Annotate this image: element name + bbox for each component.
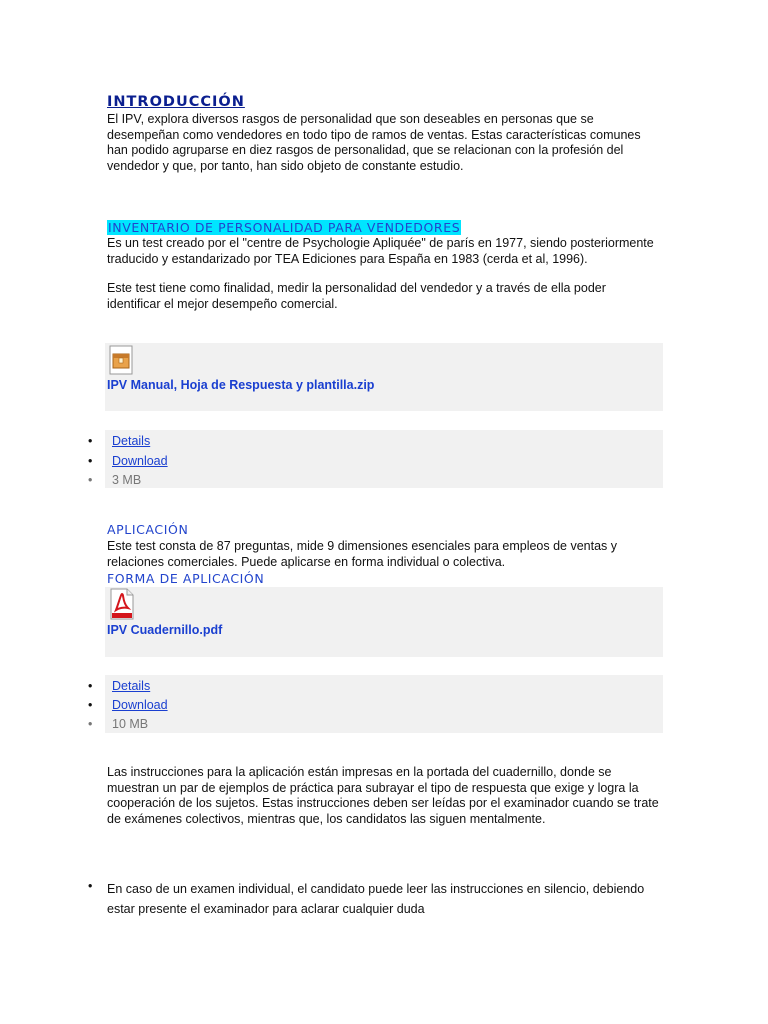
- bullet-dot: •: [88, 879, 93, 893]
- bullet-paragraph: [107, 879, 644, 919]
- file-attachment-pdf: [105, 587, 663, 657]
- instrucciones-line: Las instrucciones para la aplicación están impresas en la portada del cuadernillo, donde se: [107, 765, 612, 779]
- instrucciones-paragraph: [107, 765, 659, 827]
- file2-options-box: [105, 675, 663, 733]
- inventario-line: Es un test creado por el "centre de Psychologie Apliquée" de parís en 1977, siendo posteriormente: [107, 236, 654, 250]
- bullet-dot: •: [88, 434, 93, 448]
- inventario-paragraph-2: [107, 281, 606, 312]
- bullet-line: estar presente el examinador para aclarar cualquier duda: [107, 902, 425, 916]
- bullet-dot: •: [88, 454, 93, 468]
- file-size: 10 MB: [112, 717, 149, 731]
- bullet-line: En caso de un examen individual, el candidato puede leer las instrucciones en silencio, debiendo: [107, 882, 645, 896]
- bullet-dot: •: [88, 679, 93, 693]
- inventario-line: Este test tiene como finalidad, medir la personalidad del vendedor y a través de ella poder: [107, 281, 606, 295]
- pdf-file-link[interactable]: IPV Cuadernillo.pdf: [107, 623, 223, 637]
- zip-file-link[interactable]: IPV Manual, Hoja de Respuesta y plantilla.zip: [107, 378, 375, 392]
- instrucciones-line: de exámenes colectivos, mientras que, los candidatos las siguen mentalmente.: [107, 811, 546, 826]
- intro-line: desempeñan como vendedores en todo tipo de ramos de ventas. Estas características comunes: [107, 127, 641, 142]
- download-link[interactable]: Download: [112, 454, 168, 468]
- download-link[interactable]: Download: [112, 698, 168, 712]
- inventario-line: traducido y estandarizado por TEA Ediciones para España en 1983 (cerda et al, 1996).: [107, 251, 588, 266]
- aplicacion-line: Este test consta de 87 preguntas, mide 9 dimensiones esenciales para empleos de ventas y: [107, 539, 618, 553]
- aplicacion-paragraph: [107, 539, 617, 570]
- bullet-dot: •: [88, 698, 93, 712]
- file-size: 3 MB: [112, 473, 142, 487]
- file1-options-box: [105, 430, 663, 488]
- aplicacion-heading: APLICACIÓN: [107, 522, 189, 537]
- instrucciones-line: muestran un par de ejemplos de práctica para subrayar el tipo de respuesta que exige y logra la: [107, 780, 639, 795]
- zip-file-icon[interactable]: [108, 345, 136, 375]
- forma-aplicacion-heading: FORMA DE APLICACIÓN: [107, 571, 265, 586]
- inventario-heading: [107, 220, 461, 235]
- inventario-heading-text: INVENTARIO DE PERSONALIDAD PARA VENDEDORES: [108, 220, 461, 235]
- details-link[interactable]: Details: [112, 679, 151, 693]
- intro-line: vendedor y que, por tanto, han sido objeto de constante estudio.: [107, 158, 464, 173]
- instrucciones-line: cooperación de los sujetos. Estas instrucciones deben ser leídas por el examinador cuando se trate: [107, 796, 659, 810]
- bullet-dot: •: [88, 473, 93, 487]
- details-link[interactable]: Details: [112, 434, 151, 448]
- aplicacion-line: relaciones comerciales. Puede aplicarse en forma individual o colectiva.: [107, 554, 506, 569]
- inventario-paragraph-1: [107, 236, 654, 267]
- intro-heading: INTRODUCCIÓN: [107, 94, 245, 110]
- bullet-dot: •: [88, 717, 93, 731]
- file-attachment-zip: [105, 343, 663, 411]
- pdf-file-icon[interactable]: [108, 588, 136, 620]
- intro-line: han podido agruparse en diez rasgos de personalidad, que se relacionan con la profesión del: [107, 143, 624, 157]
- inventario-line: identificar el mejor desempeño comercial.: [107, 296, 338, 311]
- intro-paragraph: [107, 112, 641, 174]
- intro-line: El IPV, explora diversos rasgos de personalidad que son deseables en personas que se: [107, 112, 594, 126]
